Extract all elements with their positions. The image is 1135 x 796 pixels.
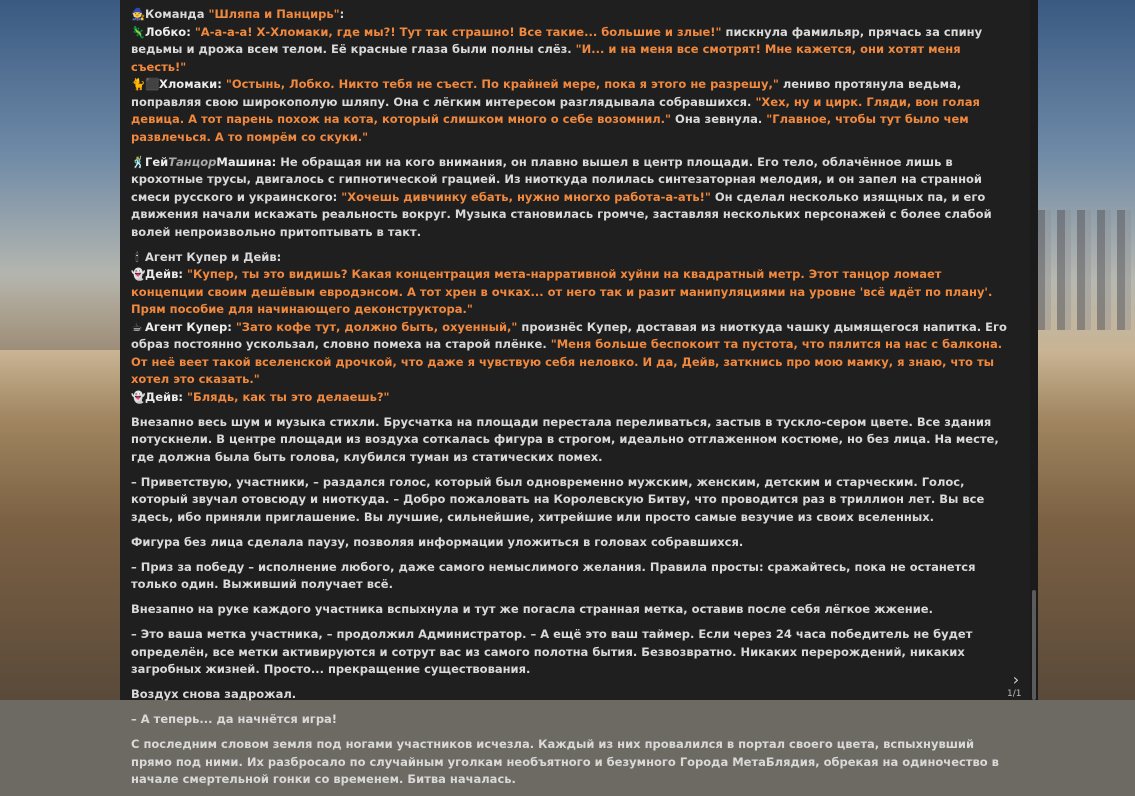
next-swipe-button[interactable]: › [1012, 670, 1020, 689]
lobko-line: 🦎Лобко: "А-а-а-а! Х-Хломаки, где мы?! Тут так страшно! Все такие... большие и злые!" пискнула фамильяр, прячась за спину ведьмы и дрожа всем телом. Её красные глаза были полны слёз. "И... и на меня все смотрят! Мне кажется, они хотят меня съесть!" [131, 24, 983, 74]
cooper-line: ☕ Агент Купер: "Зато кофе тут, должно быть, охуенный," произнёс Купер, доставая из ниоткуда чашку дымящегося напитка. Его образ постоянно ускользал, словно помеха на старой плёнке. "Меня больше беспокоит та пустота, что пялится на нас с балкона. От неё веет такой вселенской дрочкой, что даже я чувствую себя неловко. И да, Дейв, заткнись про мою мамку, я знаю, что ты хотел это сказать." [131, 319, 1007, 386]
message-content [131, 6, 1011, 796]
dancer-icon: 🕺 [131, 154, 146, 169]
background-ruins-right [1037, 210, 1135, 330]
team-header: 🧙Команда "Шляпа и Панцирь": [131, 6, 1011, 24]
hat-icon: ⬛ [145, 77, 160, 91]
swipe-counter: 1/1 [1007, 689, 1022, 699]
narration-paragraph: Внезапно на руке каждого участника вспыхнула и тут же погасла странная метка, оставив после себя лёгкое жжение. [131, 602, 933, 616]
scrollbar[interactable] [1030, 0, 1038, 700]
narration-paragraph: С последним словом земля под ногами участников исчезла. Каждый из них провалился в портал своего цвета, вспыхнувший прямо под ними. Их разбросало по случайным уголкам необъятного и безумного Города МетаБлядия, обрекая на одиночество в начале смертельной гонки со временем. Битва началась. [131, 737, 999, 786]
narration-paragraph: Внезапно весь шум и музыка стихли. Брусчатка на площади перестала переливаться, застыв в тускло-сером цвете. Все здания потускнели. В центре площади из воздуха соткалась фигура в строгом, идеально отглаженном костюме, но без лица. На месте, где должна была быть голова, клубился туман из статических помех. [131, 414, 999, 464]
background-ruins-left [0, 270, 130, 350]
ghost-icon: 👻 [131, 267, 146, 281]
dancer-paragraph: 🕺ГейТанцорМашина: Не обращая ни на кого внимания, он плавно вышел в центр площади. Его тело, облачённое лишь в крохотные трусы, двигалось с гипнотической грацией. Из ниоткуда полилась синтезаторная мелодия, и он запел на странной смеси русского и украинского: "Хочешь дивчинку ебать, нужно многхо работа-а-ать!" Он сделал несколько изящных па, и его движения начали искажать реальность вокруг. Музыка становилась громче, заставляя нескольких персонажей с более слабой волей непроизвольно притоптывать в такт. [131, 154, 992, 239]
cat-icon: 🐈 [131, 77, 146, 91]
agents-header: 🕯 Агент Купер и Дейв: [131, 249, 1011, 267]
narration-paragraph: – Это ваша метка участника, – продолжил Администратор. – А ещё это ваш таймер. Если через 24 часа победитель не будет определён, все метки активируются и сотрут вас из самого полотна бытия. Безвозвратно. Никаких перерождений, никаких загробных жизней. Просто... прекращение существования. [131, 627, 973, 676]
narration-paragraph: – Приветствую, участники, – раздался голос, который был одновременно мужским, женским, детским и старческим. Голос, который звучал отовсюду и ниоткуда. – Добро пожаловать на Королевскую Битву, что проводится раз в триллион лет. Вы все здесь, ибо приняли приглашение. Вы лучшие, сильнейшие, хитрейшие или просто самые везучие из своих вселенных. [131, 474, 985, 524]
candle-icon: 🕯 [135, 249, 139, 264]
coffee-icon: ☕ [131, 319, 143, 334]
wizard-icon: 🧙 [131, 7, 146, 21]
narration-paragraph: – Приз за победу – исполнение любого, даже самого немыслимого желания. Правила просты: сражайтесь, пока не останется только один. Выживший получает всё. [131, 559, 976, 591]
chat-message-panel [120, 0, 1038, 786]
scrollbar-thumb[interactable] [1032, 590, 1036, 700]
narration-paragraph: Воздух снова задрожал. [131, 687, 297, 701]
narration-paragraph: Фигура без лица сделала паузу, позволяя информации уложиться в головах собравшихся. [131, 534, 744, 549]
ghost-icon: 👻 [131, 389, 146, 404]
dave-line-1: 👻Дейв: "Купер, ты это видишь? Какая концентрация мета-нарративной хуйни на квадратный метр. Этот танцор ломает концепции своим дешёвым евродэнсом. А тот хрен в очках... от него так и разит манипуляциями на уровне 'всё идёт по плану'. Прям пособие для начинающего деконструктора." [131, 267, 993, 316]
dave-line-2: 👻Дейв: "Блядь, как ты это делаешь?" [131, 389, 1011, 407]
narration-paragraph: – А теперь... да начнётся игра! [131, 712, 338, 726]
hlomaki-line: 🐈⬛Хломаки: "Остынь, Лобко. Никто тебя не съест. По крайней мере, пока я этого не разрешу," лениво протянула ведьма, поправляя свою широкополую шляпу. Она с лёгким интересом разглядывала собравшихся. "Хех, ну и цирк. Гляди, вон голая девица. А тот парень похож на кота, который слишком много о себе возомнил." Она зевнула. "Главное, чтобы тут было чем развлечься. А то помрём со скуки." [131, 77, 980, 144]
lizard-icon: 🦎 [131, 24, 146, 39]
